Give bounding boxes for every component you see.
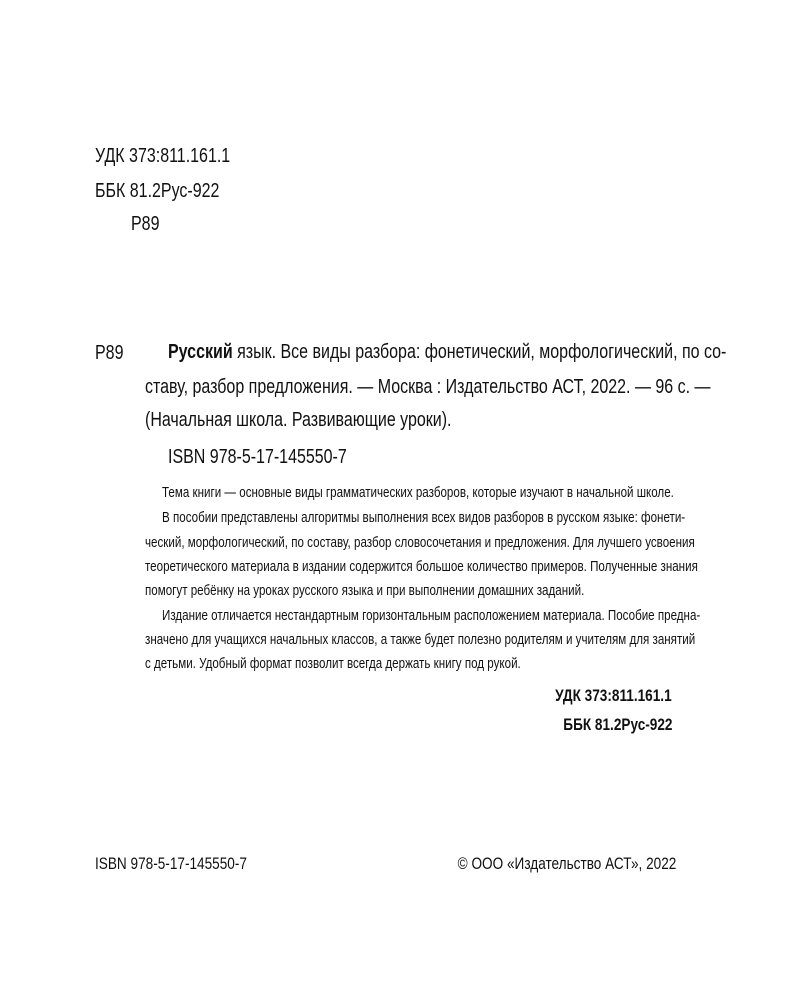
bbk-code-bottom	[536, 715, 672, 735]
bbk-code-top-text: ББК 81.2Рус-922	[95, 180, 220, 202]
entry-author-mark-text: Р89	[95, 342, 124, 364]
footer-isbn	[95, 854, 285, 874]
entry-line-1-text: язык. Все виды разбора: фонетический, морфологический, по со-	[232, 341, 727, 363]
udk-code-top	[95, 146, 264, 166]
annotation-text: В пособии представлены алгоритмы выполнения всех видов разборов в русском языке: фонети-	[162, 510, 686, 526]
entry-isbn	[168, 446, 391, 469]
copyright-text: © ООО «Издательство АСТ», 2022	[457, 854, 676, 873]
entry-isbn-text: ISBN 978-5-17-145550-7	[168, 446, 347, 468]
bbk-code-top	[95, 181, 251, 201]
annotation-line	[162, 609, 800, 624]
annotation-line	[145, 560, 800, 575]
udk-code-top-text: УДК 373:811.161.1	[95, 145, 231, 167]
entry-line-2	[145, 377, 800, 397]
entry-line-1	[168, 342, 800, 362]
annotation-text: с детьми. Удобный формат позволит всегда держать книгу под рукой.	[145, 656, 521, 672]
annotation-line	[145, 657, 615, 672]
entry-line-3-text: (Начальная школа. Развивающие уроки).	[145, 409, 452, 431]
entry-author-mark	[95, 342, 131, 365]
annotation-line	[145, 633, 800, 648]
udk-code-bottom-text: УДК 373:811.161.1	[555, 686, 672, 705]
annotation-line	[145, 536, 800, 551]
annotation-text: Тема книги — основные виды грамматических разборов, которые изучают в начальной школе.	[162, 485, 674, 501]
annotation-text: теоретического материала в издании содержится большое количество примеров. Полученные знания	[145, 559, 698, 575]
bbk-code-bottom-text: ББК 81.2Рус-922	[562, 715, 672, 734]
entry-title-bold: Русский	[168, 341, 233, 363]
author-mark-top-text: Р89	[131, 213, 160, 235]
entry-line-3	[145, 410, 528, 430]
footer-isbn-text: ISBN 978-5-17-145550-7	[95, 854, 247, 873]
annotation-text: Издание отличается нестандартным горизонтальным расположением материала. Пособие предна-	[162, 608, 701, 624]
udk-code-bottom	[526, 686, 672, 706]
annotation-text: значено для учащихся начальных классов, а также будет полезно родителям и учителям для занятий	[145, 632, 696, 648]
entry-line-2-text: ставу, разбор предложения. — Москва : Издательство АСТ, 2022. — 96 с. —	[145, 376, 711, 398]
annotation-line	[162, 486, 800, 501]
copyright-notice	[403, 854, 676, 874]
author-mark-top	[131, 214, 167, 234]
annotation-text: помогут ребёнку на уроках русского языка и при выполнении домашних заданий.	[145, 583, 585, 599]
annotation-text: ческий, морфологический, по составу, разбор словосочетания и предложения. Для лучшего усвоения	[145, 535, 695, 551]
annotation-line	[162, 511, 800, 526]
annotation-line	[145, 584, 694, 599]
